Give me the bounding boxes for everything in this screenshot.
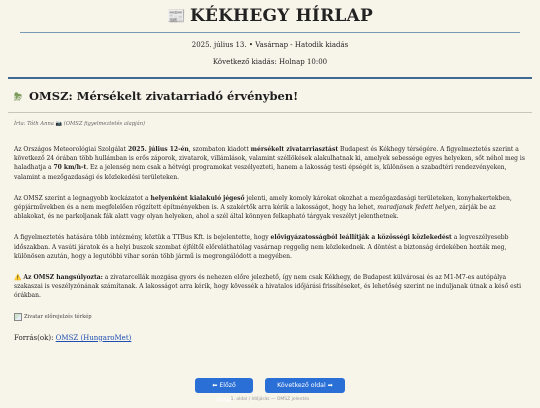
paragraph-4: ⚠️ Az OMSZ hangsúlyozta: a zivatarcellák mozgása gyors és nehezen előre jelezhető, így nem csak Kékhegy, de Budapest külvárosai és az M1-M7-es autópálya szakaszai is veszélyzónának számítanak. A lakosságot arra kérik, hogy kövessék a hivatalos időjárási frissítéseket, és lehetőség szerint ne induljanak útnak a késő esti órákban.	[14, 274, 522, 300]
masthead	[0, 0, 540, 66]
source-link[interactable]: OMSZ (HungaroMet)	[55, 333, 132, 342]
footer-breadcrumb: 1. oldal / Időjárás — OMSZ jelentés	[230, 397, 310, 402]
article	[0, 89, 540, 342]
forecast-map-image: Zivatar előrejelzés térkép	[14, 313, 532, 321]
article-headline: ⛈ OMSZ: Mérsékelt zivatarriadó érvényben!	[14, 89, 299, 103]
paragraph-2: Az OMSZ szerint a legnagyobb kockázatot a helyenként kialakuló jégeső jelenti, amely komoly károkat okozhat a mezőgazdasági területeken, konyhakertekben, gépjárművekben és a nem megfelelően rögzített építményekben is. A szakértők arra kérik a lakosságot, hogy ha lehet, maradjanak fedett helyen, zárják be az ablakokat, és ne parkoljanak fák alatt vagy olyan helyeken, ahol a szél által könnyen felkapható tárgyak veszélyt jelenthetnek.	[14, 194, 512, 221]
byline-rule	[8, 112, 532, 113]
paragraph-3: A figyelmeztetés hatására több intézmény, köztük a TTBus Kft. is bejelentette, hogy elővigyázatosságból leállítják a közösségi közlekedést a legveszélyesebb időszakban. A vasúti járatok és a helyi buszok szombat éjféltől előreláthatólag vasárnap reggelig nem közlekednek. A döntést a biztonság érdekében hozták meg, különösen azután, hogy a legutóbbi vihar során több jármű is megrongálódott a megyében.	[14, 234, 509, 260]
broken-image-icon	[14, 313, 22, 321]
prev-page-button[interactable]: ⬅ Előző oldal	[195, 378, 253, 393]
cloud-lightning-icon: ⛈	[14, 92, 22, 103]
dateline: 2025. július 13. • Vasárnap - Hatodik kiadás	[191, 41, 349, 49]
camera-icon: 📷	[55, 121, 63, 127]
section-rule	[8, 77, 532, 79]
paragraph-1: Az Országos Meteorológiai Szolgálat 2025. július 12-én, szombaton kiadott mérsékelt zivatarriasztást Budapest és Kékhegy térségére. A figyelmeztetés szerint a következő 24 órában több hullámban is erős záporok, zivatarok, villámlások, valamint széllökések alakulhatnak ki, amelyek sebessége egyes helyeken, sőt néhol meg is haladhatja a 70 km/h-t. Ez a jelenség nem csak a hétvégi programokat veszélyezteti, hanem a lakosság testi épségét is, különösen a szabadtéri rendezvényeken, valamint a mezőgazdasági és közlekedési területeken.	[14, 146, 525, 181]
site-title: 📰 KÉKHEGY HÍRLAP	[167, 6, 373, 26]
byline: Írta: Tóth Anna 📷 (OMSZ figyelmeztetés alapján)	[14, 121, 146, 127]
next-edition: Következő kiadás: Holnap 10:00	[212, 58, 328, 66]
sources: Forrás(ok): OMSZ (HungaroMet)	[14, 333, 132, 342]
newspaper-icon: 📰	[167, 7, 186, 25]
next-page-button[interactable]: Következő oldal ➡	[265, 378, 345, 393]
warning-icon: ⚠️	[14, 274, 22, 282]
masthead-rule	[20, 32, 520, 33]
